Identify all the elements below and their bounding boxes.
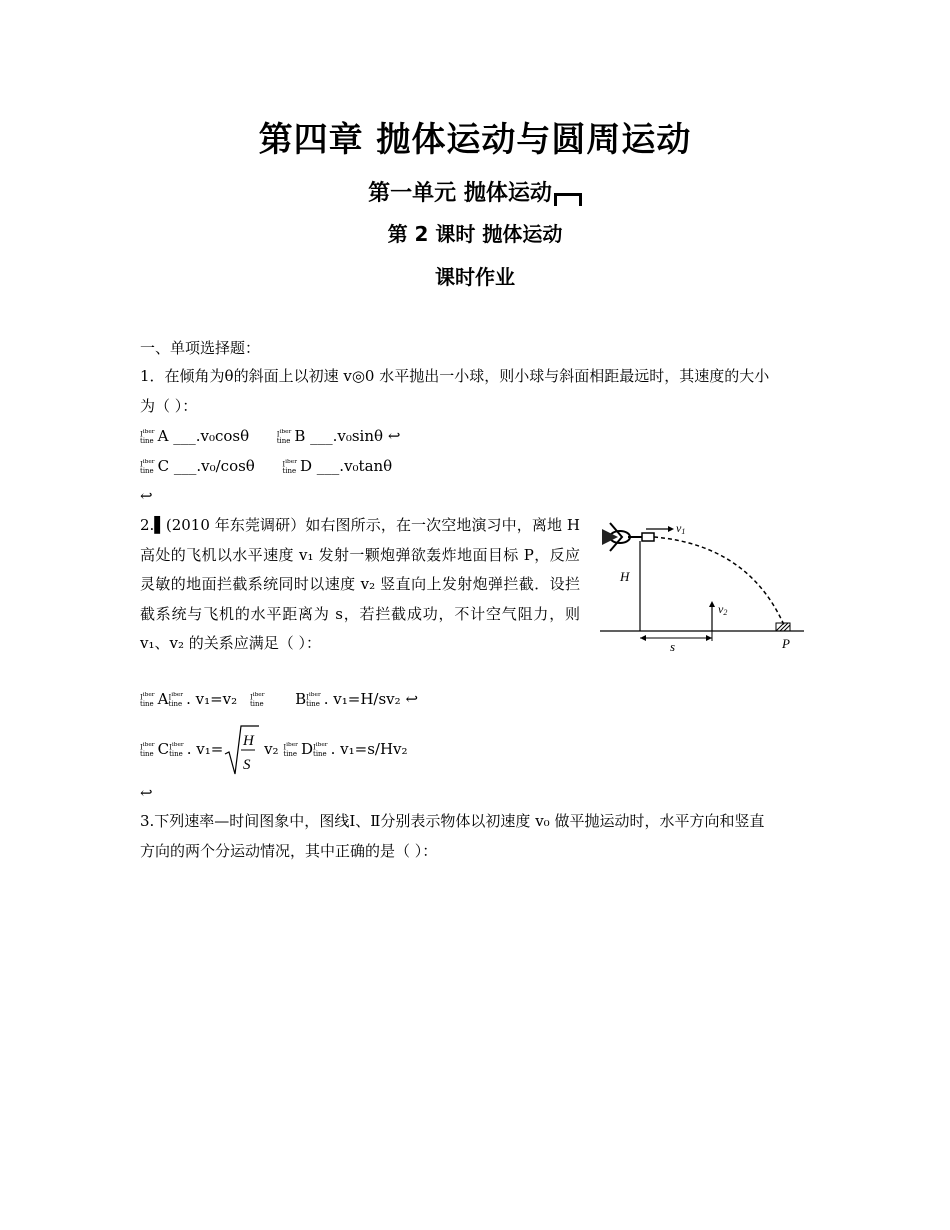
arrow-symbol-icon: ↩ [405,690,419,708]
q2-options-row2 [140,724,408,776]
q1-option-c[interactable]: C ___.v₀/cosθ [157,457,255,475]
q1-option-b[interactable]: B ___.v₀sinθ [294,427,384,445]
q1-stem-line1: 1．在倾角为θ的斜面上以初速 v◎0 水平抛出一小球，则小球与斜面相距最远时，其速度的大小 [140,367,770,385]
label-H: H [620,569,630,584]
option-marker-icon: Ⅰ$^{iber}$ tine [140,691,155,709]
svg-text:H: H [243,733,255,749]
option-marker-icon: Ⅰ$^{iber}$ tine [169,741,184,759]
sqrt-fraction [223,724,259,776]
arrow-symbol-icon: ↩ [140,487,153,505]
option-marker-icon: Ⅰ$^{iber}$ tine [140,428,155,446]
q2-option-c[interactable]: CⅠ$^{iber}$ tine . v₁= H S v₂ [158,740,279,758]
arrow-symbol-icon: ↩ [387,427,401,445]
option-marker-icon: Ⅰ$^{iber}$ tine [276,428,292,446]
option-marker-icon: Ⅰ$^{iber}$ tine [283,741,298,759]
label-s: s [670,639,676,654]
option-marker-icon: Ⅰ$^{iber}$ tine [140,741,155,759]
q3-stem-line1: 3.下列速率—时间图象中，图线Ⅰ、Ⅱ分别表示物体以初速度 v₀ 做平抛运动时，水平方向和竖直 [140,812,765,830]
label-v2: v2 [718,602,728,617]
label-v1: v1 [676,521,686,536]
arrow-symbol-icon: ↩ [140,784,153,802]
lesson-title: 第 2 课时 抛体运动 [387,222,563,246]
q2-option-b[interactable]: BⅠ$^{iber}$ tine . v₁=H/sv₂ [295,690,401,709]
q1-options-row1 [140,426,400,446]
option-marker-icon: Ⅰ$^{iber}$ tine [168,691,184,709]
airplane-icon [602,523,654,551]
q1-option-a[interactable]: A ___.v₀cosθ [157,427,250,445]
unit-title-text: 第一单元 抛体运动 [368,181,552,206]
label-P: P [782,636,790,651]
q1-stem-line2: 为（ ）： [140,397,198,415]
q2-option-a[interactable]: AⅠ$^{iber}$ tine . v₁=v₂ [157,690,238,709]
q1-options-row2 [140,456,392,476]
projectile-diagram [598,515,808,655]
section-heading: 一、单项选择题： [140,339,261,357]
option-marker-icon: Ⅰ$^{iber}$ tine [140,458,155,476]
option-marker-icon: Ⅰ$^{iber}$ tine [282,458,297,476]
unit-title [0,176,950,207]
q3-stem-line2: 方向的两个分运动情况，其中正确的是（ ）： [140,842,438,860]
q1-option-d[interactable]: D ___.v₀tanθ [300,457,393,475]
option-marker-icon: Ⅰ$^{iber}$ tine [306,691,321,709]
q2-options-row1 [140,689,418,709]
bracket-mark-icon [554,193,582,206]
option-marker-icon: Ⅰ$^{iber}$ tine [313,741,328,759]
q2-option-d[interactable]: DⅠ$^{iber}$ tine . v₁=s/Hv₂ [300,740,408,759]
option-marker-icon: Ⅰ$^{iber}$ tine [249,691,265,709]
chapter-title: 第四章 抛体运动与圆周运动 [258,120,692,160]
q2-stem: 2.▌(2010 年东莞调研）如右图所示，在一次空地演习中，离地 H 高处的飞机以水平速度 v₁ 发射一颗炮弹欲轰炸地面目标 P，反应灵敏的地面拦截系统同时以速度 v₂ 竖直向上发射炮弹拦截．设拦截系统与飞机的水平距离为 s，若拦截成功，不计空气阻力，则 v₁、v₂ 的关系应满足（ ）： [140,516,580,652]
svg-text:S: S [243,757,251,773]
section-title: 课时作业 [435,265,515,289]
